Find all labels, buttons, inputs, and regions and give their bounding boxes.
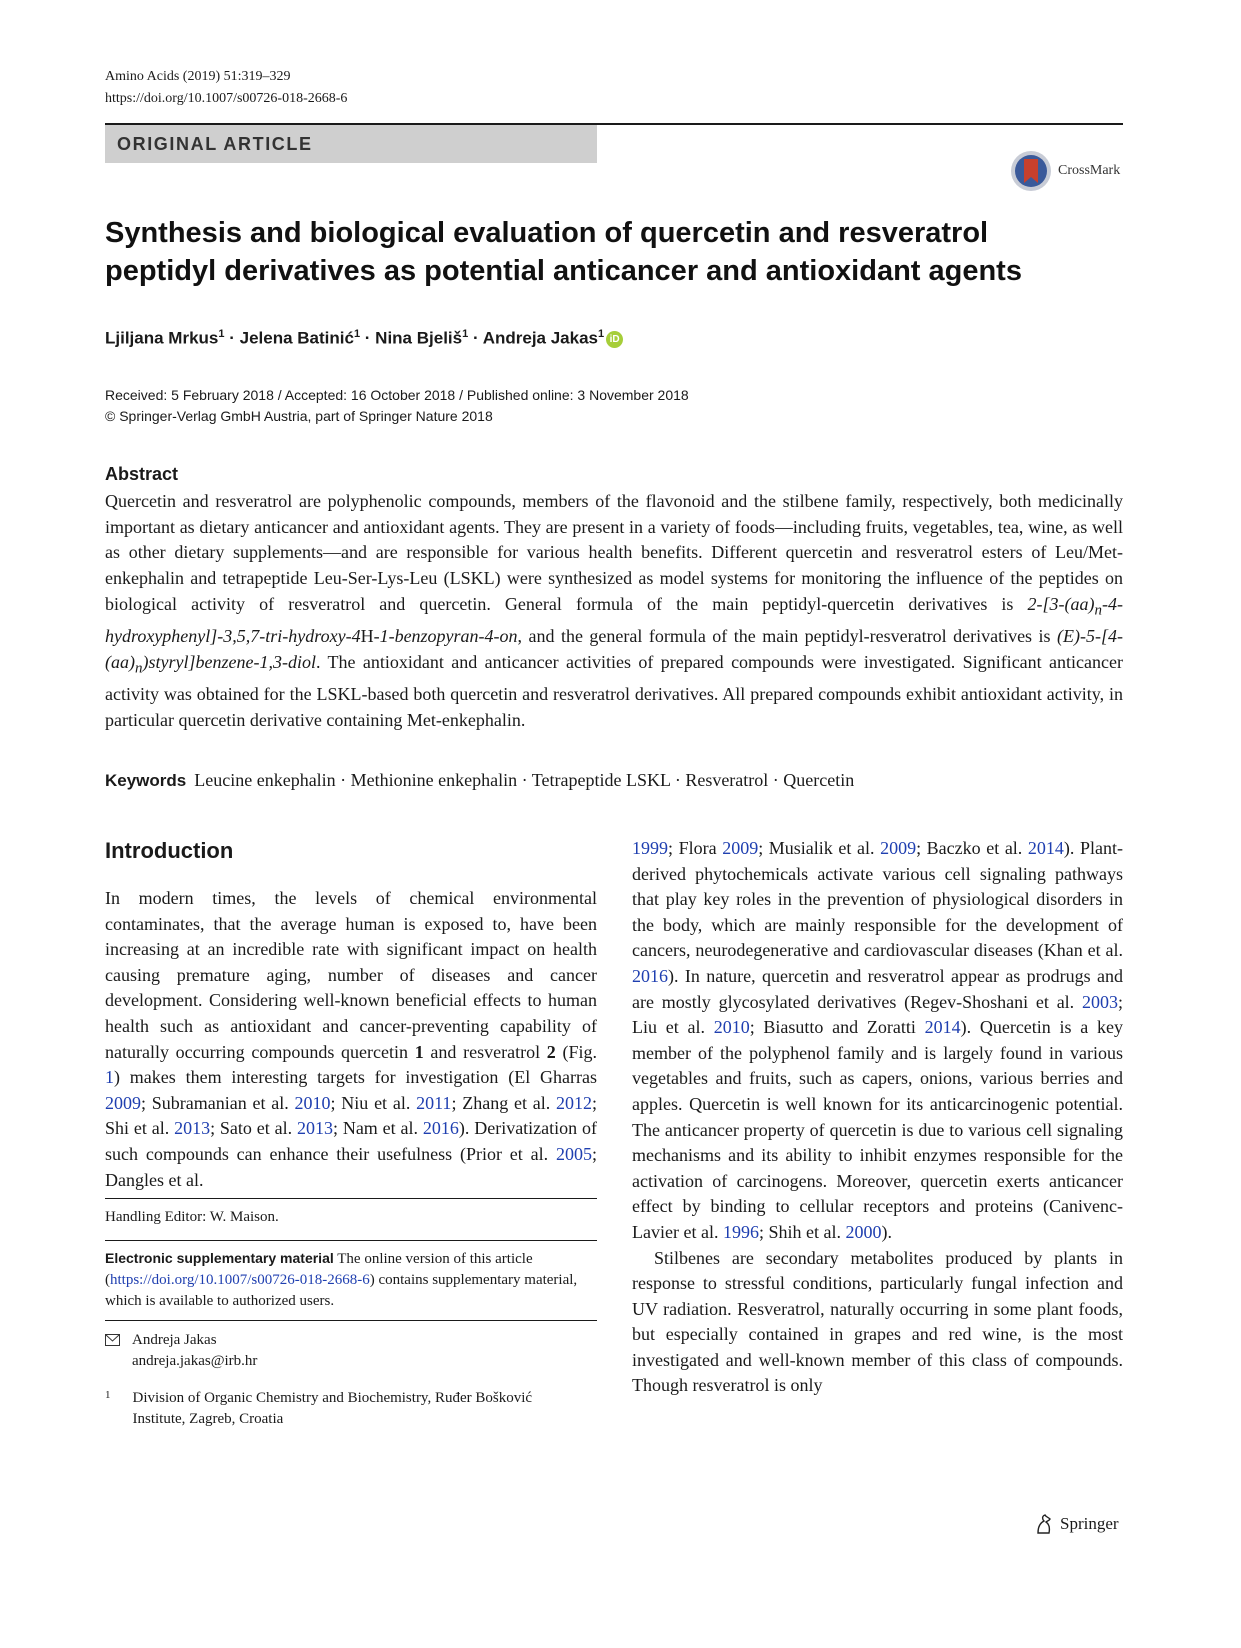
intro-paragraph: Stilbenes are secondary metabolites produced by plants in response to stressful conditions, particularly fungal infection and UV radiation. Resveratrol, naturally occurring in some plant foods, but especially contained in grapes and red wine, is the most investigated and well-known member of this class of compounds. Though resveratrol is only bbox=[632, 1247, 1123, 1396]
abstract-heading: Abstract bbox=[105, 464, 179, 484]
publication-dates bbox=[105, 385, 689, 427]
orcid-icon[interactable]: iD bbox=[606, 331, 623, 348]
affiliation-number: 1 bbox=[105, 1389, 111, 1401]
figure-link[interactable]: 1 bbox=[105, 1067, 114, 1088]
citation-link[interactable]: 2003 bbox=[1081, 991, 1118, 1012]
footnote-rule bbox=[105, 1240, 597, 1241]
journal-info bbox=[105, 66, 347, 110]
text: ; Shih et al. bbox=[758, 1221, 846, 1242]
citation-link[interactable]: 2011 bbox=[416, 1092, 452, 1113]
keywords-label: Keywords bbox=[105, 771, 187, 790]
article-title: Synthesis and biological evaluation of quercetin and resveratrol peptidyl derivatives as potential anticancer and antioxidant agents bbox=[105, 217, 1022, 287]
author-affiliation: 1 bbox=[598, 328, 605, 340]
keywords bbox=[105, 767, 854, 794]
author-name[interactable]: Jelena Batinić bbox=[239, 328, 354, 348]
author-affiliation: 1 bbox=[462, 328, 469, 340]
esm-label: Electronic supplementary material bbox=[105, 1250, 334, 1266]
affiliation-note bbox=[105, 1388, 545, 1430]
text: ; Subramanian et al. bbox=[141, 1092, 295, 1113]
text: ). bbox=[881, 1221, 892, 1242]
esm-note bbox=[105, 1248, 597, 1312]
text: ; Biasutto and Zoratti bbox=[749, 1017, 925, 1038]
citation-link[interactable]: 2014 bbox=[1027, 838, 1064, 858]
abstract-text: Quercetin and resveratrol are polyphenolic compounds, members of the flavonoid and the stilbene family, respectively, both medicinally important as dietary anticancer and antioxidant agents. They are present in a variety of foods—including fruits, vegetables, tea, wine, as well as other dietary supplements—and are responsible for various health benefits. Different quercetin and resveratrol esters of Leu/Met-enkephalin and tetrapeptide Leu-Ser-Lys-Leu (LSKL) were synthesized as model systems for monitoring the influence of the peptides on biological activity of resveratrol and quercetin. General formula of the main peptidyl-quercetin derivatives is bbox=[105, 491, 1123, 614]
formula-part: (E)-5-[4-(aa) bbox=[105, 626, 1123, 672]
author-separator: · bbox=[224, 328, 240, 348]
text: ; Zhang et al. bbox=[451, 1092, 556, 1113]
citation-link[interactable]: 2005 bbox=[555, 1143, 592, 1164]
text: ). In nature, quercetin and resveratrol appear as prodrugs and are mostly glycosylated derivatives (Regev-Shoshani et al. bbox=[632, 965, 1123, 1012]
citation-link[interactable]: 2009 bbox=[722, 838, 759, 858]
text: The online version of this article ( bbox=[105, 1251, 533, 1288]
springer-horse-icon bbox=[1034, 1513, 1054, 1535]
affiliation-text: Division of Organic Chemistry and Biochemistry, Ruđer Bošković Institute, Zagreb, Croatia bbox=[132, 1390, 533, 1427]
author-affiliation: 1 bbox=[353, 328, 361, 340]
formula-subscript: n bbox=[135, 660, 143, 677]
author-name[interactable]: Andreja Jakas bbox=[482, 328, 598, 348]
author-affiliation: 1 bbox=[218, 328, 225, 340]
footnote-rule bbox=[105, 1320, 597, 1321]
text: ; Musialik et al. bbox=[758, 838, 881, 858]
journal-citation: Amino Acids (2019) 51:319–329 bbox=[105, 69, 291, 84]
contact-name: Andreja Jakas bbox=[132, 1332, 217, 1348]
abstract-text: , and the general formula of the main peptidyl-resveratrol derivatives is bbox=[517, 626, 1058, 647]
formula-part: -1-benzopyran-4-on bbox=[373, 626, 518, 647]
intro-paragraph bbox=[105, 886, 597, 1193]
citation-link[interactable]: 1996 bbox=[722, 1221, 759, 1242]
esm-doi-link[interactable]: https://doi.org/10.1007/s00726-018-2668-6 bbox=[110, 1272, 370, 1288]
formula-part: )styryl]benzene-1,3-diol bbox=[142, 651, 316, 672]
citation-link[interactable]: 2000 bbox=[845, 1221, 882, 1242]
citation-link[interactable]: 2016 bbox=[632, 965, 668, 986]
citation-link[interactable]: 2010 bbox=[294, 1092, 331, 1113]
publisher-name: Springer bbox=[1060, 1514, 1119, 1533]
intro-left-column bbox=[105, 886, 597, 1193]
crossmark-icon bbox=[1010, 150, 1052, 192]
text: ; Shi et al. bbox=[105, 1092, 597, 1139]
text: (Fig. bbox=[555, 1041, 597, 1062]
citation-link[interactable]: 2013 bbox=[296, 1118, 333, 1139]
text: ) makes them interesting targets for investigation (El Gharras bbox=[114, 1067, 597, 1088]
keywords-text: Leucine enkephalin · Methionine enkephalin · Tetrapeptide LSKL · Resveratrol · Quercetin bbox=[194, 770, 855, 790]
text: In modern times, the levels of chemical environmental contaminates, that the average human is exposed to, have been increasing at an incredible rate with significant impact on health causing premature aging, number of diseases and cancer development. Considering well-known beneficial effects to human health such as antioxidant and cancer-preventing capability of naturally occurring compounds quercetin bbox=[105, 888, 597, 1062]
formula-part: -4-hydroxyphenyl]-3,5,7-tri-hydroxy-4 bbox=[105, 593, 1123, 647]
author-separator: · bbox=[468, 328, 483, 348]
contact-email[interactable]: andreja.jakas@irb.hr bbox=[132, 1353, 258, 1369]
compound-number: 2 bbox=[546, 1041, 556, 1062]
text: ) contains supplementary material, which is available to authorized users. bbox=[105, 1272, 578, 1309]
author-separator: · bbox=[360, 328, 376, 348]
text: ; Liu et al. bbox=[632, 991, 1123, 1038]
abstract-body bbox=[105, 489, 1123, 734]
citation-link[interactable]: 2013 bbox=[174, 1118, 211, 1139]
formula-upright-h: H bbox=[360, 626, 374, 647]
author-list bbox=[105, 322, 623, 351]
author-name[interactable]: Ljiljana Mrkus bbox=[105, 328, 219, 348]
handling-editor-note: Handling Editor: W. Maison. bbox=[105, 1209, 279, 1225]
corresponding-author bbox=[105, 1330, 565, 1372]
envelope-icon bbox=[105, 1334, 120, 1346]
compound-number: 1 bbox=[414, 1041, 424, 1062]
text: ). Quercetin is a key member of the polyphenol family and is largely found in various vegetables and fruits, such as capers, onions, various berries and apples. Quercetin is well known for its anticarcinogenic potential. The anticancer property of quercetin is due to various cell signaling mechanisms and its ability to inhibit enzymes responsible for the activation of carcinogens. Moreover, quercetin exerts anticancer effect by binding to cellular receptors and proteins (Canivenc-Lavier et al. bbox=[632, 1017, 1123, 1242]
citation-link[interactable]: 2010 bbox=[713, 1017, 750, 1038]
citation-link[interactable]: 2012 bbox=[555, 1092, 592, 1113]
journal-doi[interactable]: https://doi.org/10.1007/s00726-018-2668-6 bbox=[105, 91, 348, 106]
intro-paragraph bbox=[632, 836, 1123, 1246]
abstract-text: . The antioxidant and anticancer activities of prepared compounds were investigated. Significant anticancer activity was obtained for the LSKL-based both quercetin and resveratrol derivatives. All prepared compounds exhibit antioxidant activity, in particular quercetin derivative containing Met-enkephalin. bbox=[105, 651, 1123, 730]
crossmark-label: CrossMark bbox=[1058, 163, 1121, 178]
citation-link[interactable]: 2016 bbox=[422, 1118, 459, 1139]
text: ). Derivatization of such compounds can enhance their usefulness (Prior et al. bbox=[105, 1118, 598, 1164]
copyright-line: © Springer-Verlag GmbH Austria, part of Springer Nature 2018 bbox=[105, 408, 493, 424]
text: ; Dangles et al. bbox=[105, 1143, 597, 1190]
citation-link[interactable]: 2014 bbox=[924, 1017, 961, 1038]
intro-right-column bbox=[632, 836, 1123, 1399]
text: ; Sato et al. bbox=[210, 1118, 297, 1139]
citation-link[interactable]: 2009 bbox=[105, 1092, 141, 1113]
article-type-banner: ORIGINAL ARTICLE bbox=[105, 125, 597, 163]
footnote-rule bbox=[105, 1198, 597, 1199]
text: ; Baczko et al. bbox=[916, 838, 1028, 858]
introduction-heading: Introduction bbox=[105, 838, 234, 863]
crossmark-badge[interactable] bbox=[1010, 148, 1128, 194]
citation-link[interactable]: 1999 bbox=[632, 838, 668, 858]
formula-subscript: n bbox=[1094, 602, 1102, 619]
text: ; Niu et al. bbox=[330, 1092, 417, 1113]
text: and resveratrol bbox=[423, 1041, 547, 1062]
text: ; Nam et al. bbox=[332, 1118, 423, 1139]
citation-link[interactable]: 2009 bbox=[880, 838, 917, 858]
text: ). Plant-derived phytochemicals activate various cell signaling pathways that play key roles in the prevention of physiological disorders in the body, which are mainly responsible for the development of cancers, neurodegenerative and cardiovascular diseases (Khan et al. bbox=[632, 838, 1123, 961]
springer-logo bbox=[1034, 1513, 1119, 1535]
formula-part: 2-[3-(aa) bbox=[1027, 593, 1095, 614]
author-name[interactable]: Nina Bjeliš bbox=[375, 328, 463, 348]
dates-line: Received: 5 February 2018 / Accepted: 16 October 2018 / Published online: 3 November 2018 bbox=[105, 387, 689, 403]
text: ; Flora bbox=[668, 838, 723, 858]
